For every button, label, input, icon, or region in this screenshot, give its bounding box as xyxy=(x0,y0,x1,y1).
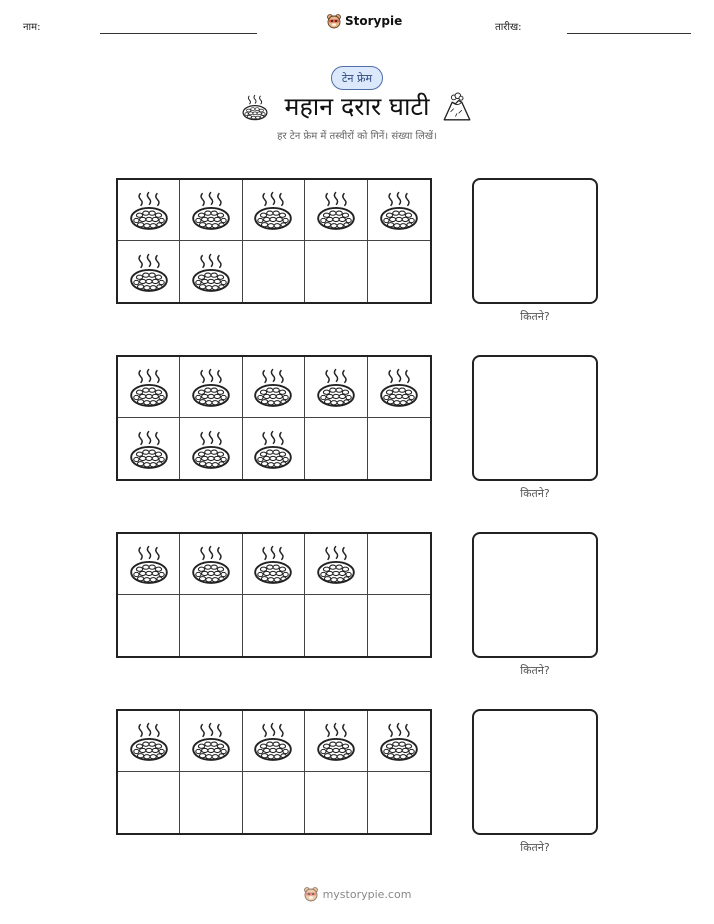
hot-spring-icon xyxy=(128,543,170,585)
hot-spring-icon xyxy=(190,720,232,762)
answer-box-2[interactable] xyxy=(472,355,598,481)
hot-spring-icon xyxy=(315,543,357,585)
frame-cell xyxy=(368,595,430,656)
frame-cell xyxy=(305,534,367,595)
hot-spring-icon xyxy=(315,720,357,762)
frame-cell xyxy=(243,180,305,241)
hot-spring-icon xyxy=(378,720,420,762)
frame-cell xyxy=(243,241,305,302)
hot-spring-icon xyxy=(190,189,232,231)
frame-cell xyxy=(368,357,430,418)
frame-cell xyxy=(368,534,430,595)
hot-spring-icon xyxy=(315,366,357,408)
volcano-icon xyxy=(441,91,473,123)
frame-cell xyxy=(118,534,180,595)
hot-spring-icon xyxy=(252,543,294,585)
frame-cell xyxy=(305,180,367,241)
date-line[interactable] xyxy=(567,33,691,34)
frame-cell xyxy=(305,595,367,656)
how-many-label-3: कितने? xyxy=(520,664,550,677)
frame-cell xyxy=(243,595,305,656)
topic-tag xyxy=(331,66,383,90)
answer-box-3[interactable] xyxy=(472,532,598,658)
hot-spring-icon xyxy=(190,251,232,293)
frame-cell xyxy=(305,241,367,302)
frame-cell xyxy=(305,357,367,418)
hot-spring-icon xyxy=(378,366,420,408)
frame-cell xyxy=(305,711,367,772)
frame-cell xyxy=(180,357,242,418)
frame-cell xyxy=(180,180,242,241)
ten-frame-4 xyxy=(116,709,432,835)
frame-cell xyxy=(368,418,430,479)
frame-cell xyxy=(243,357,305,418)
frame-cell xyxy=(243,534,305,595)
ten-frame-2 xyxy=(116,355,432,481)
frame-cell xyxy=(118,180,180,241)
frame-cell xyxy=(368,180,430,241)
frame-cell xyxy=(118,357,180,418)
name-line[interactable] xyxy=(100,33,257,34)
topic-tag-label: टेन फ्रेम xyxy=(341,71,373,85)
frame-cell xyxy=(118,772,180,833)
hot-spring-icon xyxy=(315,189,357,231)
name-label: नाम: xyxy=(23,22,41,33)
frame-cell xyxy=(243,772,305,833)
hot-spring-icon xyxy=(128,428,170,470)
how-many-label-2: कितने? xyxy=(520,487,550,500)
frame-cell xyxy=(180,418,242,479)
hot-spring-icon xyxy=(128,720,170,762)
date-label: तारीख: xyxy=(495,22,522,33)
hot-spring-icon xyxy=(252,366,294,408)
hot-spring-icon xyxy=(128,251,170,293)
title-row xyxy=(0,88,714,128)
frame-cell xyxy=(305,418,367,479)
frame-cell xyxy=(180,534,242,595)
page-title: महान दरार घाटी xyxy=(284,92,430,121)
instructions: हर टेन फ्रेम में तस्वीरों को गिनें। संख्या लिखें। xyxy=(277,131,437,142)
frame-cell xyxy=(118,711,180,772)
hot-spring-icon xyxy=(128,366,170,408)
hot-spring-icon xyxy=(190,543,232,585)
frame-cell xyxy=(180,711,242,772)
frame-cell xyxy=(118,241,180,302)
footer-url: mystorypie.com xyxy=(322,887,412,901)
brand-name: Storypie xyxy=(345,14,403,28)
ten-frame-1 xyxy=(116,178,432,304)
footer xyxy=(0,886,714,902)
frame-cell xyxy=(243,418,305,479)
frame-cell xyxy=(118,595,180,656)
ten-frame-3 xyxy=(116,532,432,658)
frame-cell xyxy=(368,772,430,833)
hot-spring-icon xyxy=(190,428,232,470)
frame-cell xyxy=(368,711,430,772)
frame-cell xyxy=(243,711,305,772)
frame-cell xyxy=(180,241,242,302)
answer-box-4[interactable] xyxy=(472,709,598,835)
answer-box-1[interactable] xyxy=(472,178,598,304)
how-many-label-4: कितने? xyxy=(520,841,550,854)
how-many-label-1: कितने? xyxy=(520,310,550,323)
bear-mascot-icon xyxy=(326,13,342,29)
frame-cell xyxy=(118,418,180,479)
frame-cell xyxy=(180,595,242,656)
frame-cell xyxy=(368,241,430,302)
bear-mascot-icon xyxy=(303,886,319,902)
hot-spring-icon xyxy=(252,428,294,470)
hot-spring-icon xyxy=(128,189,170,231)
hot-spring-icon xyxy=(190,366,232,408)
hot-spring-icon xyxy=(252,720,294,762)
frame-cell xyxy=(305,772,367,833)
brand-logo xyxy=(326,13,402,29)
hot-spring-icon xyxy=(252,189,294,231)
frame-cell xyxy=(180,772,242,833)
hot-spring-icon xyxy=(378,189,420,231)
